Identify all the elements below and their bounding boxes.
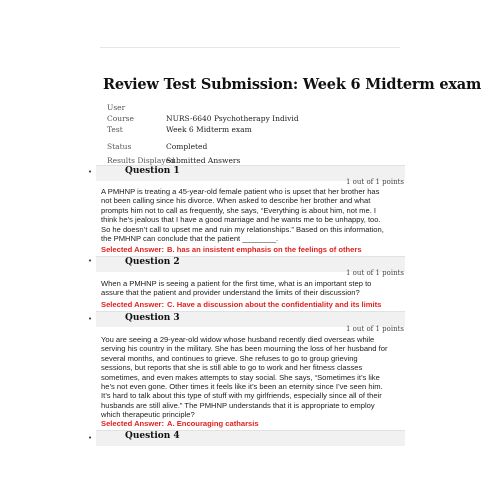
question-text-line: When a PMHNP is seeing a patient for the first time, what is an important step to: [101, 279, 372, 288]
meta-value: NURS-6640 Psychotherapy Individ: [166, 114, 299, 123]
question-text-line: sometimes, and even makes attempts to stay social. She says, “Sometimes it’s like: [101, 372, 380, 382]
selected-answer-label: Selected Answer:: [101, 300, 165, 309]
question-text-line: husbands are still alive.” The PMHNP understands that it is appropriate to employ: [101, 400, 375, 410]
bullet: •: [88, 315, 93, 323]
bullet: •: [88, 168, 93, 176]
meta-key: Results Displayed: [107, 156, 175, 165]
selected-answer-value: B. has an insistent emphasis on the feelings of others: [167, 245, 362, 254]
question-points: 1 out of 1 points: [346, 325, 404, 333]
question-points: 1 out of 1 points: [346, 178, 404, 186]
question-text-line: So he doesn’t call to upset me and ruin my relationships.” Based on this information,: [101, 224, 384, 234]
question-points: 1 out of 1 points: [346, 269, 404, 277]
question-text-line: prompts him not to call as frequently, she says, “Everything is about him, not me. I: [101, 205, 377, 215]
question-text-line: A PMHNP is treating a 45-year-old female patient who is upset that her brother has: [101, 187, 380, 196]
question-title: Question 2: [125, 257, 180, 267]
meta-value: Completed: [166, 142, 208, 151]
meta-key: Status: [107, 142, 132, 151]
selected-answer-value: C. Have a discussion about the confidentiality and its limits: [167, 300, 382, 309]
selected-answer: [101, 419, 259, 428]
bullet: •: [88, 257, 93, 265]
meta-key: Course: [107, 114, 134, 123]
header-divider: [100, 47, 400, 48]
question-text: [101, 279, 401, 298]
selected-answer-label: Selected Answer:: [101, 245, 165, 254]
question-text-line: You are seeing a 29-year-old widow whose husband recently died overseas while: [101, 335, 375, 344]
question-text-line: he’s not even gone. Other times it feels like it’s been an eternity since I’ve seen him.: [101, 382, 383, 392]
meta-value: Week 6 Midterm exam: [166, 125, 252, 134]
question-text-line: several months, and continues to grieve. She refuses to go to group grieving: [101, 353, 358, 363]
selected-answer: [101, 300, 381, 309]
question-text-line: sessions, but reports that she is still able to go to work and her fitness classes: [101, 363, 363, 373]
question-text-line: It’s hard to talk about this type of stuff with my girlfriends, especially since all of their: [101, 391, 382, 401]
question-title: Question 3: [125, 313, 180, 323]
question-text-line: which therapeutic principle?: [101, 410, 195, 420]
selected-answer: [101, 245, 362, 254]
question-text-line: think he’s jealous that I have a good marriage and he wants me to be unhappy, too.: [101, 215, 381, 225]
question-text-line: the PMHNP can conclude that the patient ________.: [101, 234, 279, 244]
question-text: [101, 187, 401, 243]
page-title: Review Test Submission: Week 6 Midterm exam: [103, 76, 482, 93]
question-title: Question 4: [125, 431, 180, 441]
question-text-line: serving his country in the military. She has been mourning the loss of her husband for: [101, 344, 388, 354]
bullet: •: [88, 434, 93, 442]
question-text: [101, 335, 401, 420]
meta-value: Submitted Answers: [166, 156, 241, 165]
selected-answer-label: Selected Answer:: [101, 419, 165, 428]
selected-answer-value: A. Encouraging catharsis: [167, 419, 259, 428]
question-text-line: assure that the patient and provider understand the limits of their discussion?: [101, 288, 360, 298]
question-title: Question 1: [125, 166, 180, 176]
question-text-line: not been calling since his divorce. When asked to describe her brother and what: [101, 196, 371, 206]
meta-key: User: [107, 103, 126, 112]
meta-key: Test: [107, 125, 123, 134]
